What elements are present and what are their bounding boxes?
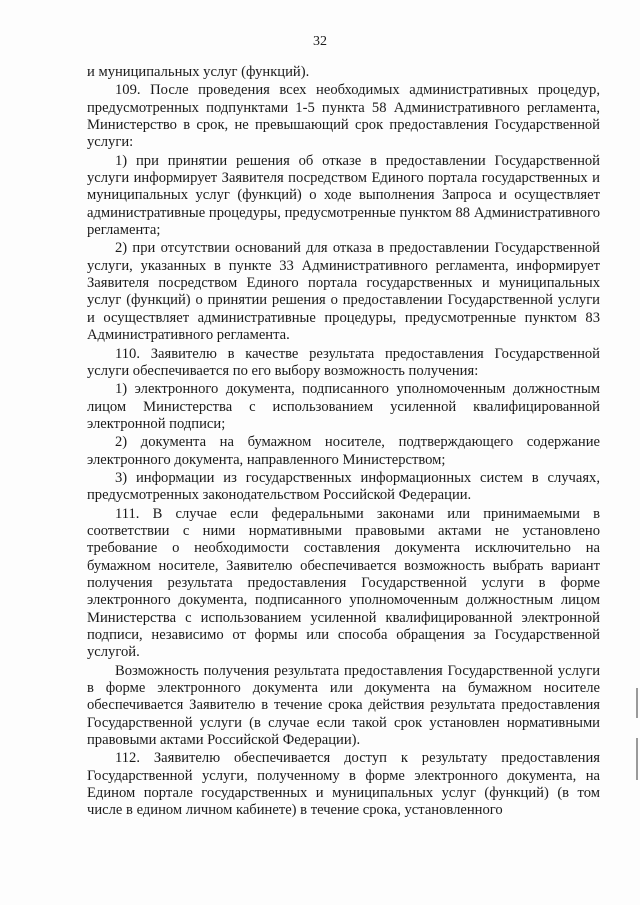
paragraph-111: 111. В случае если федеральными законами или принимаемыми в соответствии с ними нормативными правовыми актами не установлено требование о необходимости составления документа исключительно на бумажном носителе, Заявителю обеспечивается возможность выбрать вариант получения результата предоставления Государственной услуги в форме электронного документа, подписанного уполномоченным должностным лицом Министерства с использованием усиленной квалифицированной электронной подписи, независимо от формы или способа обращения за Государственной услугой. xyxy=(87,505,600,661)
scan-edge-mark xyxy=(636,688,638,718)
paragraph-109-item-1: 1) при принятии решения об отказе в предоставлении Государственной услуги информирует Заявителя посредством Единого портала государственных и муниципальных услуг (функций) о ходе выполнения Запроса и осуществляет административные процедуры, предусмотренные пунктом 88 Административного регламента; xyxy=(87,152,600,239)
paragraph-111-continuation: Возможность получения результата предоставления Государственной услуги в форме электронного документа или документа на бумажном носителе обеспечивается Заявителю в течение срока действия результата предоставления Государственной услуги (в случае если такой срок установлен нормативными правовыми актами Российской Федерации). xyxy=(87,662,600,749)
scan-edge-mark xyxy=(636,738,638,780)
paragraph-109-item-2: 2) при отсутствии оснований для отказа в предоставлении Государственной услуги, указанных в пункте 33 Административного регламента, информирует Заявителя посредством Единого портала государственных и муниципальных услуг (функций) о принятии решения о предоставлении Государственной услуги и осуществляет административные процедуры, предусмотренные пунктом 83 Административного регламента. xyxy=(87,240,600,344)
paragraph-continuation: и муниципальных услуг (функций). xyxy=(87,64,310,80)
paragraph-110-item-2: 2) документа на бумажном носителе, подтверждающего содержание электронного документа, направленного Министерством; xyxy=(87,434,600,468)
page-number: 32 xyxy=(313,34,327,49)
document-body xyxy=(87,64,600,821)
paragraph-109: 109. После проведения всех необходимых административных процедур, предусмотренных подпунктами 1-5 пункта 58 Административного регламента, Министерство в срок, не превышающий срок предоставления Государственной услуги: xyxy=(87,82,600,151)
paragraph-110: 110. Заявителю в качестве результата предоставления Государственной услуги обеспечивается по его выбору возможность получения: xyxy=(87,345,600,379)
paragraph-110-item-3: 3) информации из государственных информационных систем в случаях, предусмотренных законодательством Российской Федерации. xyxy=(87,469,600,504)
paragraph-110-item-1: 1) электронного документа, подписанного уполномоченным должностным лицом Министерства с использованием усиленной квалифицированной электронной подписи; xyxy=(87,381,600,432)
paragraph-112: 112. Заявителю обеспечивается доступ к результату предоставления Государственной услуги, полученному в форме электронного документа, на Едином портале государственных и муниципальных услуг (функций) (в том числе в едином личном кабинете) в течение срока, установленного xyxy=(87,750,600,819)
